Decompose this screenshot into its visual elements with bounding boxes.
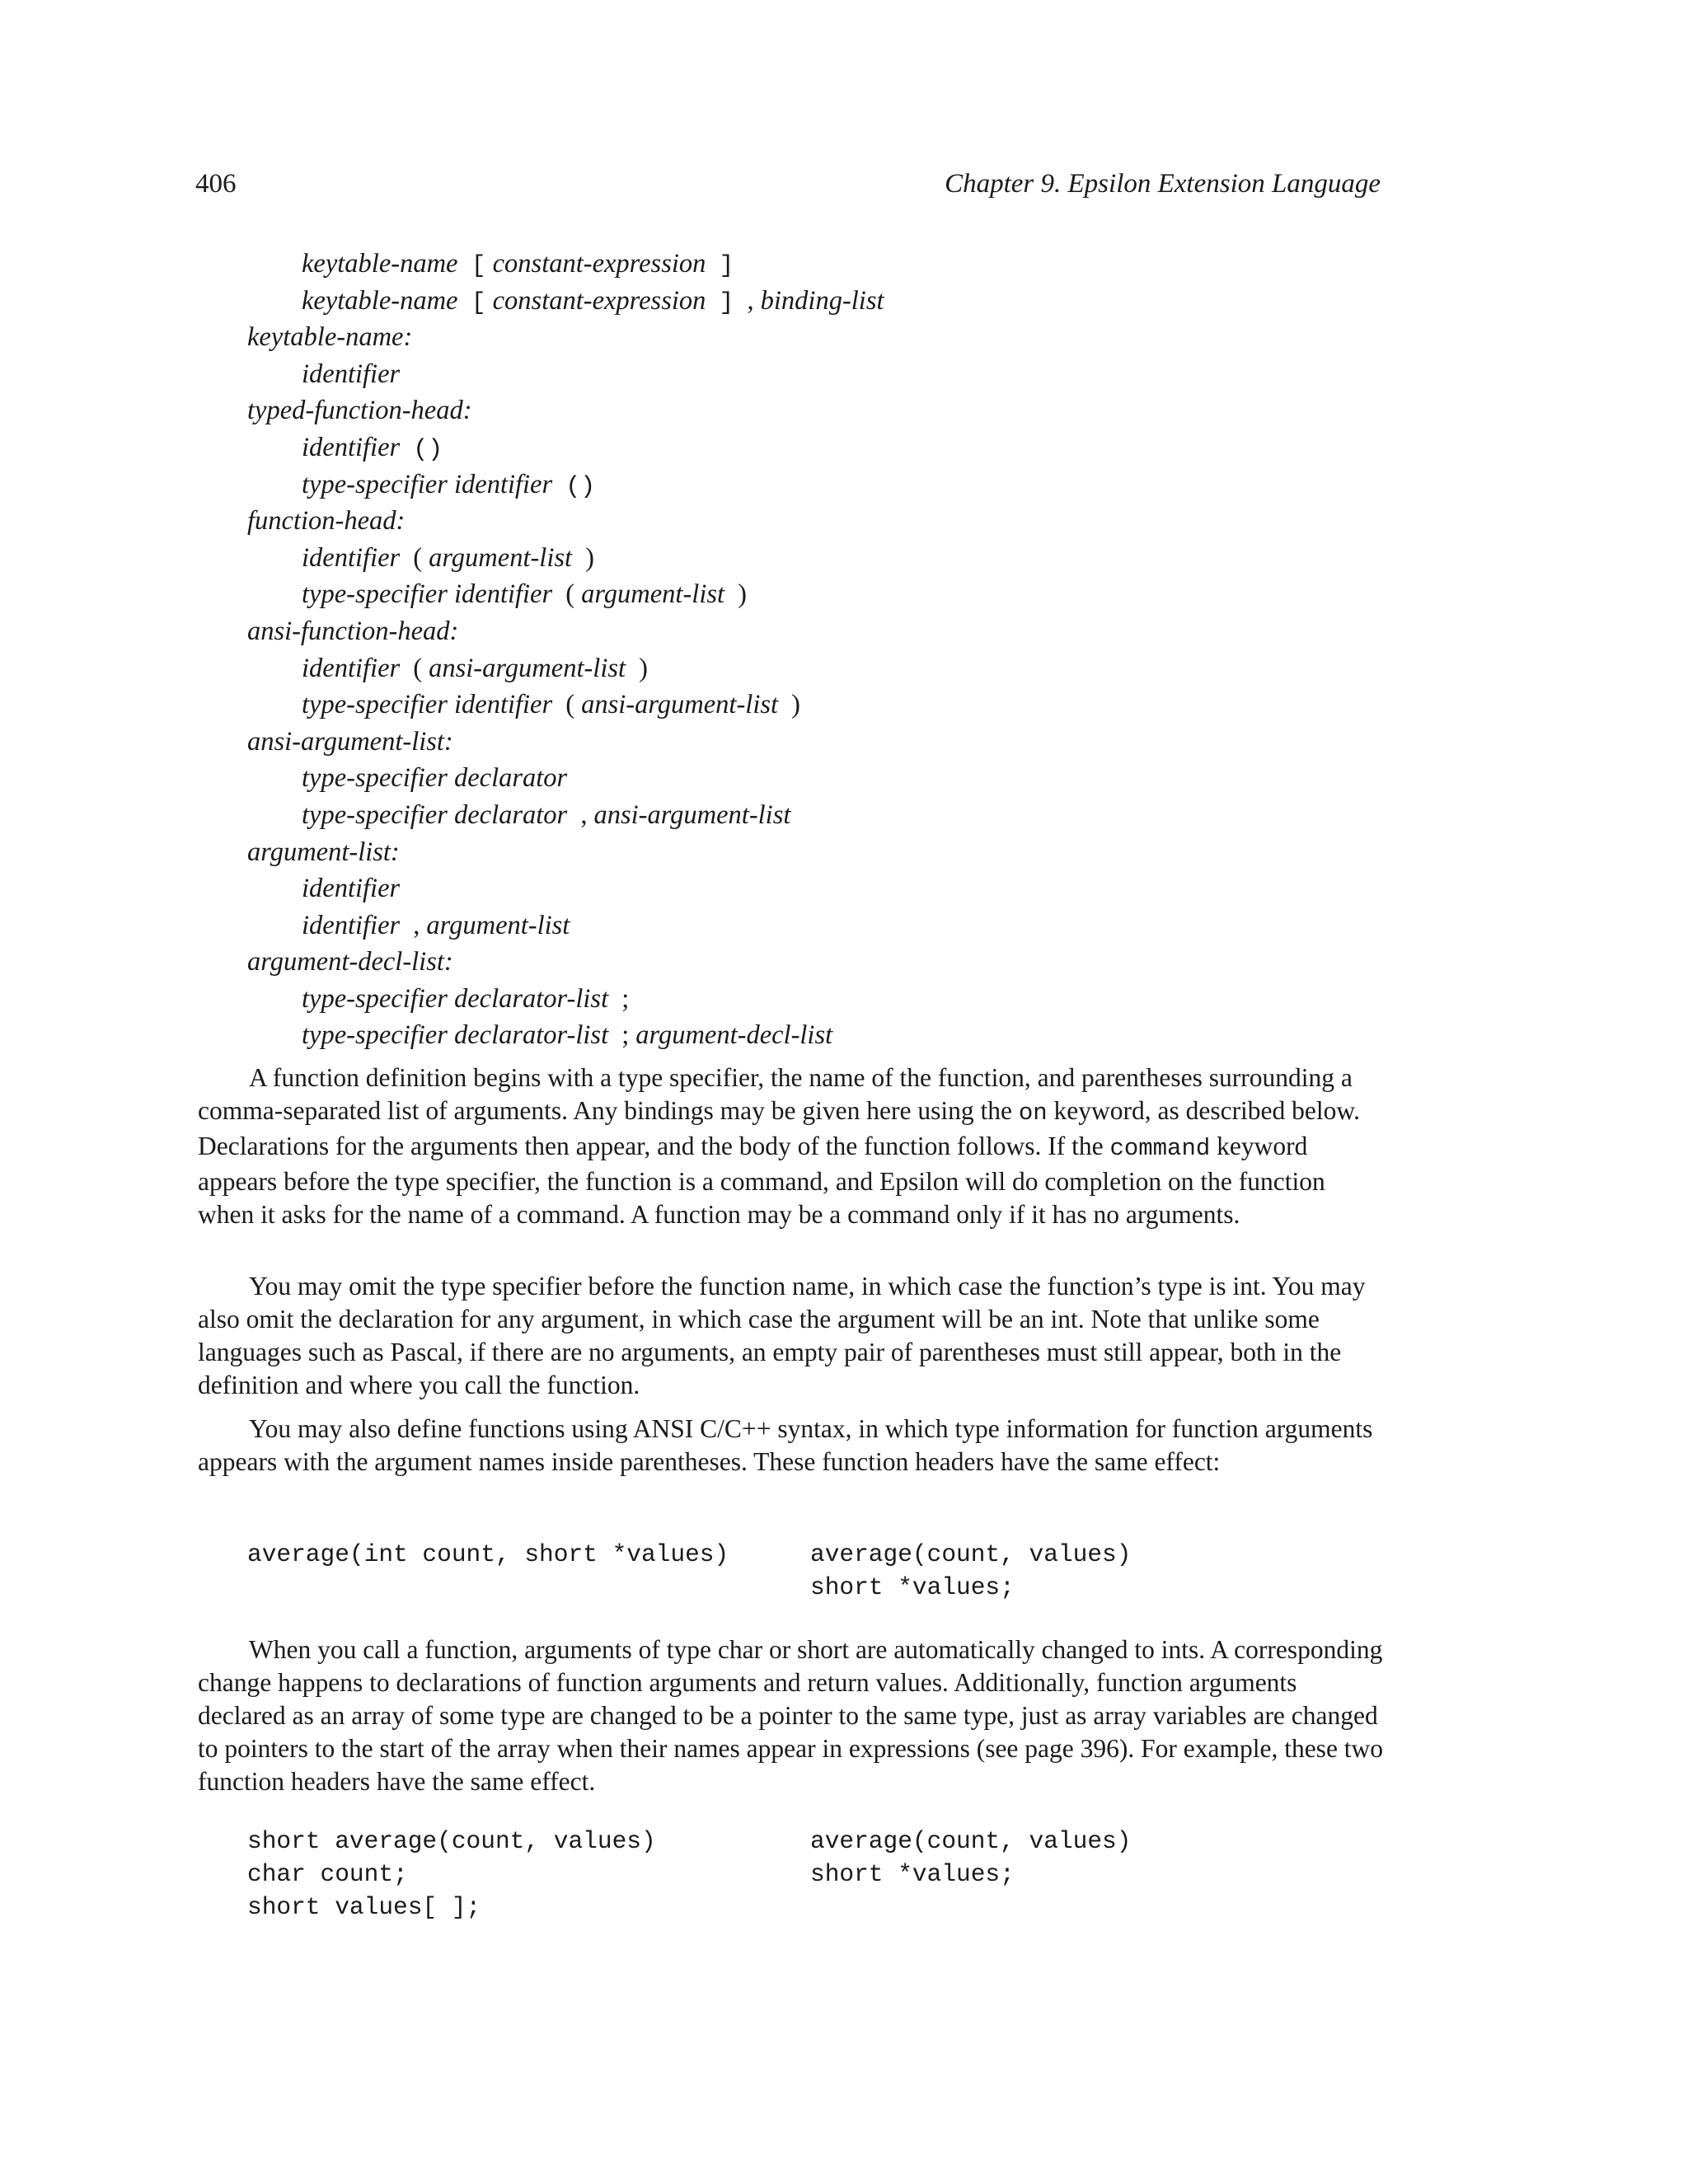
- grammar-term: type-specifier declarator: [302, 799, 568, 830]
- code-cell: short *values;: [810, 1573, 1015, 1601]
- body-paragraph: [198, 1062, 1385, 1231]
- body-paragraph: [198, 1270, 1385, 1402]
- grammar-nonterminal: keytable-name:: [247, 322, 413, 353]
- grammar-line: [247, 576, 1319, 613]
- code-cell: short *values;: [810, 1860, 1015, 1888]
- code-cell: average(count, values): [810, 1540, 1132, 1568]
- code-row: [247, 1571, 1401, 1604]
- grammar-token: [: [471, 252, 486, 280]
- grammar-token: ,: [413, 910, 420, 940]
- grammar-term: constant-expression: [492, 285, 706, 316]
- grammar-token: ,: [580, 799, 588, 830]
- grammar-term: argument-list: [581, 579, 725, 610]
- grammar-term: type-specifier identifier: [302, 579, 553, 610]
- grammar-token: (): [413, 435, 443, 464]
- grammar-term: binding-list: [760, 285, 884, 316]
- grammar-token: ]: [719, 288, 734, 317]
- code-cell: short values[ ];: [247, 1893, 481, 1921]
- grammar-term: ansi-argument-list: [581, 690, 779, 720]
- grammar-line: [247, 1017, 1319, 1054]
- grammar-line: [247, 466, 1319, 504]
- grammar-term: identifier: [302, 542, 401, 573]
- code-example-ansi: [247, 1538, 1401, 1604]
- grammar-line: [247, 246, 1319, 283]
- grammar-line: [247, 283, 1319, 320]
- inline-code: command: [1109, 1135, 1211, 1162]
- grammar-line: [247, 540, 1319, 577]
- code-example-array: [247, 1825, 1401, 1924]
- grammar-nonterminal: ansi-function-head:: [247, 616, 459, 646]
- grammar-token: (): [565, 472, 596, 501]
- grammar-token: ): [585, 542, 594, 573]
- page-header: [195, 167, 1381, 200]
- paragraph-ansi-syntax: You may also define functions using ANSI C/C++ syntax, in which type information for function arguments appears with the argument names inside parentheses. These function headers have the same effect:: [198, 1414, 1373, 1476]
- grammar-token: (: [413, 653, 423, 683]
- paragraph-function-definition: A function definition begins with a type specifier, the name of the function, and parentheses surrounding a comma-separated list of arguments. Any bindings may be given here using the on keyword, as described below. Declarations for the arguments then appear, and the body of the function follows. If the command keyword appears before the type specifier, the function is a command, and Epsilon will do completion on the function when it asks for the name of a command. A function may be a command only if it has no arguments.: [198, 1063, 1360, 1229]
- code-cell: char count;: [247, 1860, 408, 1888]
- code-cell: short average(count, values): [247, 1827, 656, 1855]
- grammar-term: keytable-name: [302, 249, 458, 279]
- grammar-line: [247, 797, 1319, 834]
- grammar-token: (: [565, 579, 575, 610]
- grammar-token: (: [565, 690, 575, 720]
- grammar-term: argument-decl-list: [635, 1020, 833, 1051]
- grammar-nonterminal: argument-list:: [247, 837, 400, 867]
- grammar-token: ): [738, 579, 747, 610]
- grammar-term: type-specifier declarator-list: [302, 1020, 609, 1051]
- grammar-term: type-specifier identifier: [302, 469, 553, 499]
- grammar-line: identifier: [302, 874, 401, 904]
- grammar-token: ,: [747, 285, 754, 316]
- grammar-term: argument-list: [429, 542, 573, 573]
- grammar-nonterminal: argument-decl-list:: [247, 947, 453, 977]
- code-cell: [247, 1571, 810, 1604]
- grammar-token: ): [639, 653, 648, 683]
- grammar-line: [247, 687, 1319, 724]
- code-cell: average(int count, short *values): [247, 1540, 729, 1568]
- grammar-term: keytable-name: [302, 285, 458, 316]
- body-paragraph: [198, 1633, 1385, 1798]
- chapter-title: Chapter 9. Epsilon Extension Language: [945, 169, 1381, 199]
- paragraph-omit-type: You may omit the type specifier before the function name, in which case the function’s type is int. You may also omit the declaration for any argument, in which case the argument will be an int. Note that unlike some languages such as Pascal, if there are no arguments, an empty pair of parentheses must still appear, both in the definition and where you call the function.: [198, 1272, 1366, 1399]
- grammar-term: constant-expression: [492, 249, 706, 279]
- code-row: [247, 1538, 1401, 1571]
- paragraph-argument-promotion: When you call a function, arguments of type char or short are automatically changed to ints. A corresponding change happens to declarations of function arguments and return values. Additionally, function arguments declared as an array of some type are changed to be a pointer to the same type, just as array variables are changed to pointers to the start of the array when their names appear in expressions (see page 396). For example, these two function headers have the same effect.: [198, 1635, 1384, 1796]
- grammar-line: [247, 907, 1319, 944]
- grammar-term: type-specifier identifier: [302, 690, 553, 720]
- grammar-nonterminal: typed-function-head:: [247, 396, 472, 426]
- grammar-token: [: [471, 288, 486, 317]
- grammar-term: ansi-argument-list: [593, 799, 791, 830]
- page-number: 406: [195, 169, 237, 199]
- grammar-nonterminal: function-head:: [247, 506, 406, 537]
- grammar-nonterminal: ansi-argument-list:: [247, 726, 453, 757]
- code-row: [247, 1858, 1401, 1891]
- grammar-token: ]: [719, 252, 734, 280]
- grammar-term: argument-list: [426, 910, 570, 940]
- grammar-token: ;: [621, 1020, 630, 1051]
- code-row: [247, 1825, 1401, 1858]
- grammar-token: ): [791, 690, 800, 720]
- grammar-token: ;: [621, 983, 630, 1014]
- grammar-line: [247, 429, 1319, 466]
- grammar-term: identifier: [302, 653, 401, 683]
- inline-code: on: [1018, 1099, 1048, 1127]
- grammar-term: ansi-argument-list: [429, 653, 626, 683]
- grammar-line: identifier: [302, 359, 401, 389]
- grammar-token: (: [413, 542, 423, 573]
- grammar-listing: [247, 246, 1319, 1054]
- grammar-line: [247, 981, 1319, 1018]
- grammar-term: type-specifier declarator-list: [302, 983, 609, 1014]
- grammar-term: identifier: [302, 432, 401, 462]
- body-paragraph: [198, 1413, 1385, 1479]
- grammar-line: [247, 650, 1319, 687]
- grammar-line: type-specifier declarator: [302, 763, 568, 794]
- code-row: [247, 1891, 1401, 1924]
- grammar-term: identifier: [302, 910, 401, 940]
- code-cell: average(count, values): [810, 1827, 1132, 1855]
